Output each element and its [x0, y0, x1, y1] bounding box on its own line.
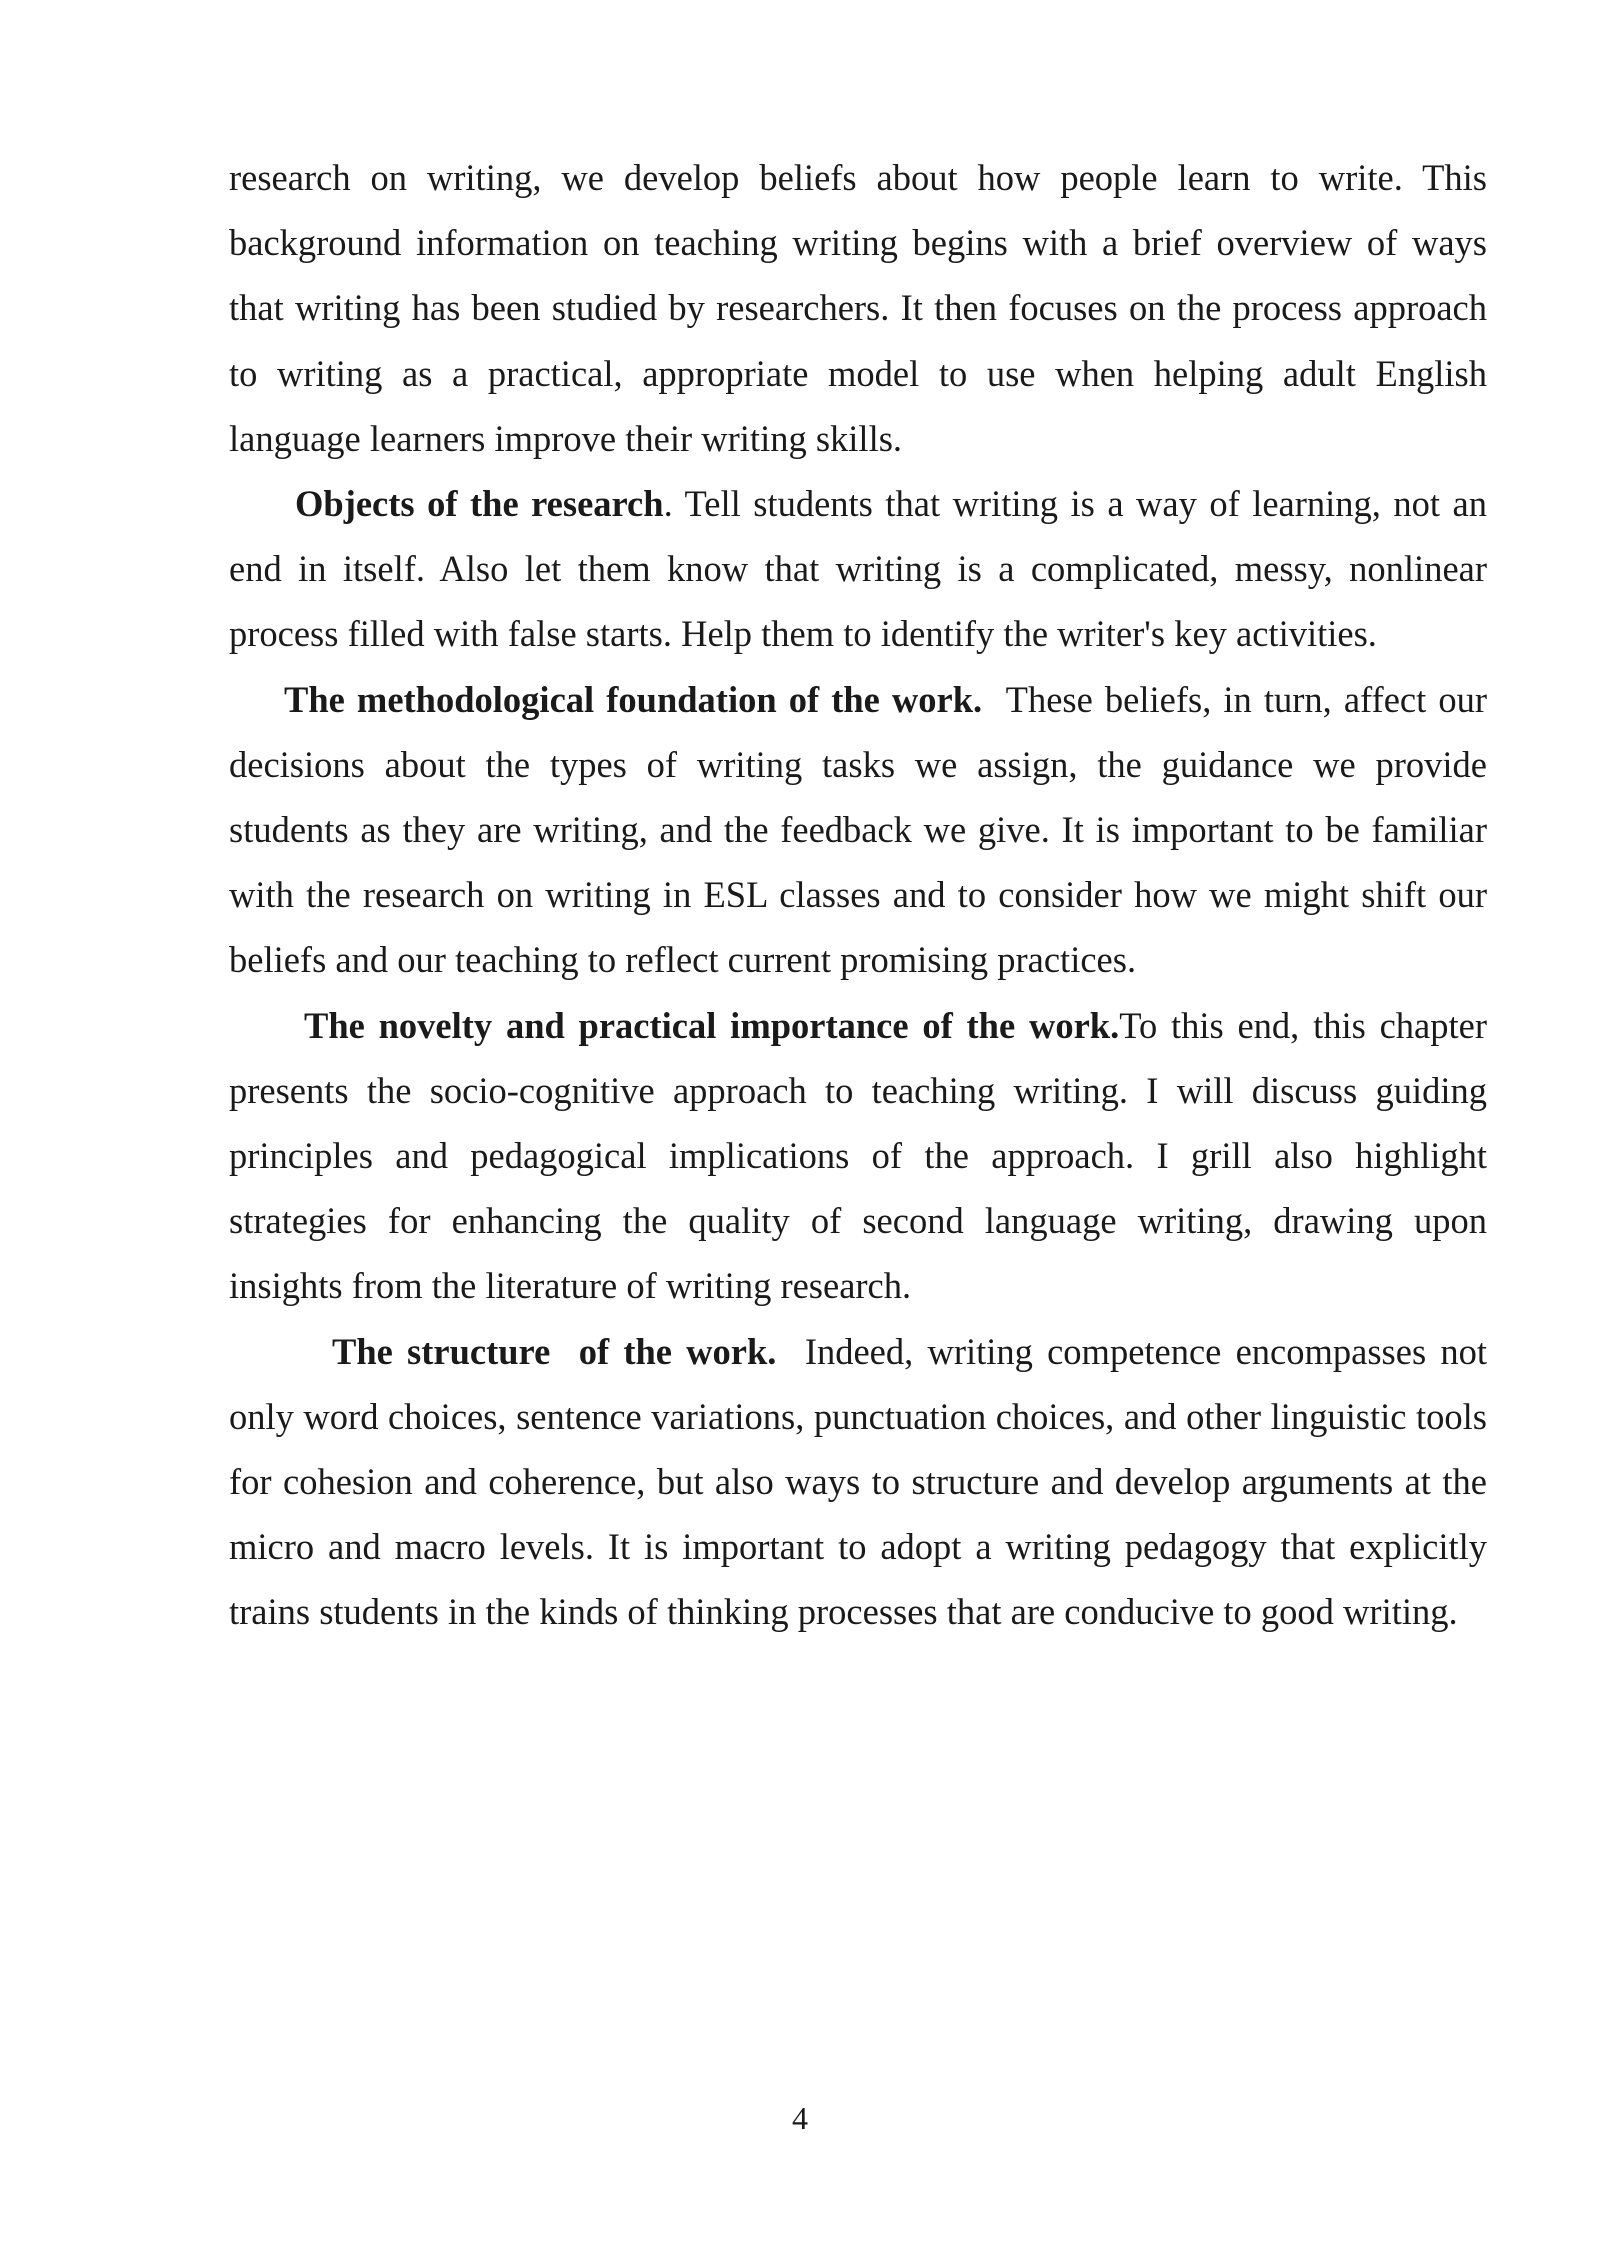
paragraph-intro-text: research on writing, we develop beliefs about how people learn to write. This background information on teaching writing begins with a brief overview of ways that writing has been studied by researchers. It then focuses on the process approach to writing as a practical, appropriate model to use when helping adult English language learners improve their writing skills.	[229, 157, 1487, 459]
paragraph-objects-text: . Tell students that writing is a way of learning, not an end in itself. Also let them know that writing is a complicated, messy, nonlinear process filled with false starts. Help them to identify the writer's key activities.	[229, 483, 1487, 655]
paragraph-intro	[229, 145, 1487, 471]
heading-novelty: The novelty and practical importance of the work.	[304, 1004, 1120, 1046]
paragraph-structure	[229, 1319, 1487, 1645]
paragraph-methodology-text: These beliefs, in turn, affect our decisions about the types of writing tasks we assign, the guidance we provide students as they are writing, and the feedback we give. It is important to be familiar with the research on writing in ESL classes and to consider how we might shift our beliefs and our teaching to reflect current promising practices.	[229, 678, 1487, 981]
heading-methodology: The methodological foundation of the work.	[284, 678, 995, 720]
heading-structure: The structure of the work.	[332, 1330, 791, 1372]
paragraph-structure-text: Indeed, writing competence encompasses not only word choices, sentence variations, punctuation choices, and other linguistic tools for cohesion and coherence, but also ways to structure and develop arguments at the micro and macro levels. It is important to adopt a writing pedagogy that explicitly trains students in the kinds of thinking processes that are conducive to good writing.	[229, 1330, 1487, 1633]
paragraph-novelty-text: To this end, this chapter presents the socio-cognitive approach to teaching writing. I will discuss guiding principles and pedagogical implications of the approach. I grill also highlight strategies for enhancing the quality of second language writing, drawing upon insights from the literature of writing research.	[229, 1004, 1487, 1307]
body-text	[229, 145, 1487, 1645]
paragraph-objects	[229, 471, 1487, 667]
heading-objects: Objects of the research	[295, 483, 664, 525]
page-number: 4	[792, 2100, 808, 2136]
paragraph-novelty	[229, 993, 1487, 1319]
paragraph-methodology	[229, 667, 1487, 993]
